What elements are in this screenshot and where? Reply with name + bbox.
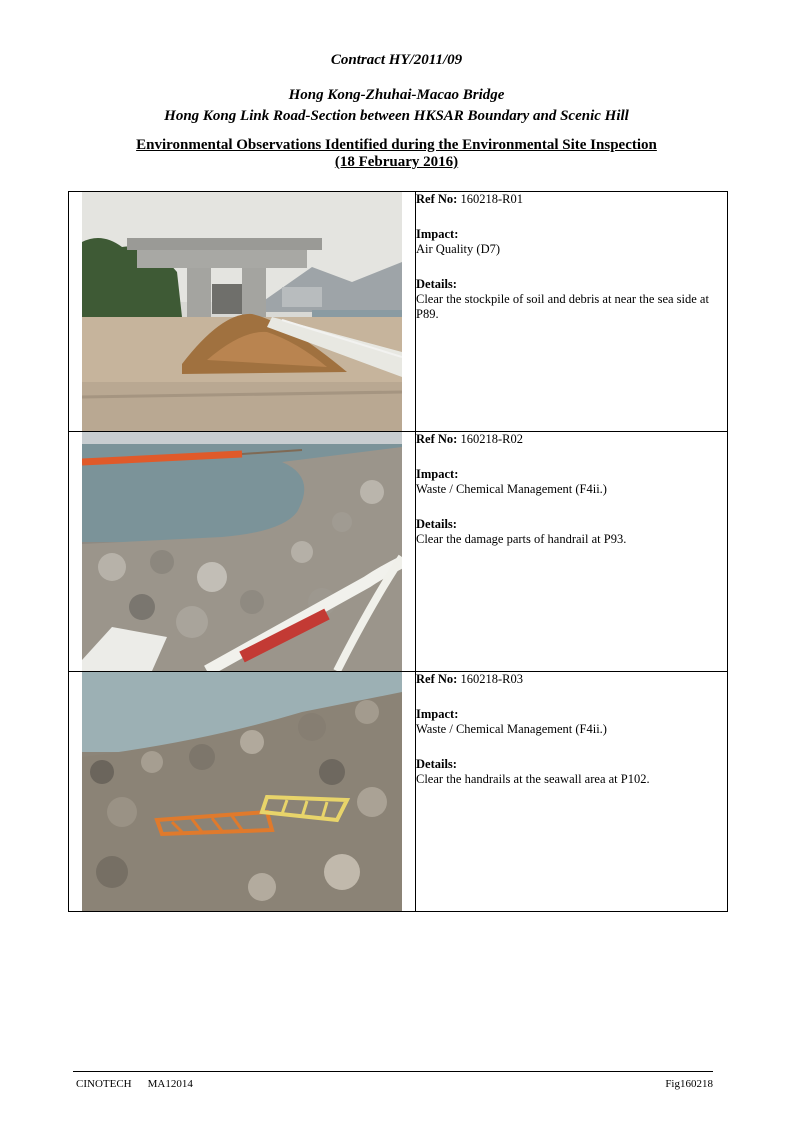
observation-row — [69, 432, 728, 672]
observations-table — [68, 191, 728, 912]
photo-cell — [69, 192, 416, 432]
details-value: Clear the stockpile of soil and debris at near the sea side at P89. — [416, 292, 709, 321]
photo-seawall-handrails — [82, 672, 402, 911]
document-title-line-1: Environmental Observations Identified during the Environmental Site Inspection — [136, 137, 657, 153]
observation-row — [69, 672, 728, 912]
observation-row — [69, 192, 728, 432]
impact-label: Impact: — [416, 467, 459, 481]
details-field — [416, 517, 727, 547]
footer-figure: Fig160218 — [665, 1078, 713, 1090]
footer-doc-ref: MA12014 — [147, 1078, 193, 1090]
ref-no-label: Ref No: — [416, 672, 458, 686]
impact-field — [416, 227, 727, 257]
observation-details-cell — [416, 192, 728, 432]
project-line-2: Hong Kong Link Road-Section between HKSAR Boundary and Scenic Hill — [164, 108, 629, 124]
ref-no-value: 160218-R03 — [460, 672, 523, 686]
details-label: Details: — [416, 517, 457, 531]
observation-details-cell — [416, 432, 728, 672]
photo-cell — [69, 672, 416, 912]
details-field — [416, 757, 727, 787]
impact-label: Impact: — [416, 707, 459, 721]
photo-stockpile — [82, 192, 402, 431]
ref-no-value: 160218-R02 — [460, 432, 523, 446]
ref-no-value: 160218-R01 — [460, 192, 523, 206]
details-label: Details: — [416, 277, 457, 291]
document-title — [0, 137, 793, 171]
details-field — [416, 277, 727, 322]
impact-value: Waste / Chemical Management (F4ii.) — [416, 482, 607, 496]
project-title — [0, 85, 793, 127]
impact-field — [416, 707, 727, 737]
observation-details-cell — [416, 672, 728, 912]
contract-title: Contract HY/2011/09 — [330, 52, 463, 68]
details-value: Clear the damage parts of handrail at P93. — [416, 532, 627, 546]
footer-company: CINOTECH — [76, 1078, 132, 1090]
impact-value: Waste / Chemical Management (F4ii.) — [416, 722, 607, 736]
footer-divider — [73, 1071, 713, 1072]
project-line-1: Hong Kong-Zhuhai-Macao Bridge — [288, 87, 505, 103]
impact-label: Impact: — [416, 227, 459, 241]
ref-no-field — [416, 672, 727, 687]
photo-damaged-handrail — [82, 432, 402, 671]
details-value: Clear the handrails at the seawall area at P102. — [416, 772, 650, 786]
ref-no-field — [416, 432, 727, 447]
ref-no-label: Ref No: — [416, 192, 458, 206]
impact-value: Air Quality (D7) — [416, 242, 501, 256]
ref-no-field — [416, 192, 727, 207]
document-title-line-2: (18 February 2016) — [334, 154, 459, 170]
ref-no-label: Ref No: — [416, 432, 458, 446]
footer-left — [76, 1078, 193, 1090]
details-label: Details: — [416, 757, 457, 771]
impact-field — [416, 467, 727, 497]
photo-cell — [69, 432, 416, 672]
